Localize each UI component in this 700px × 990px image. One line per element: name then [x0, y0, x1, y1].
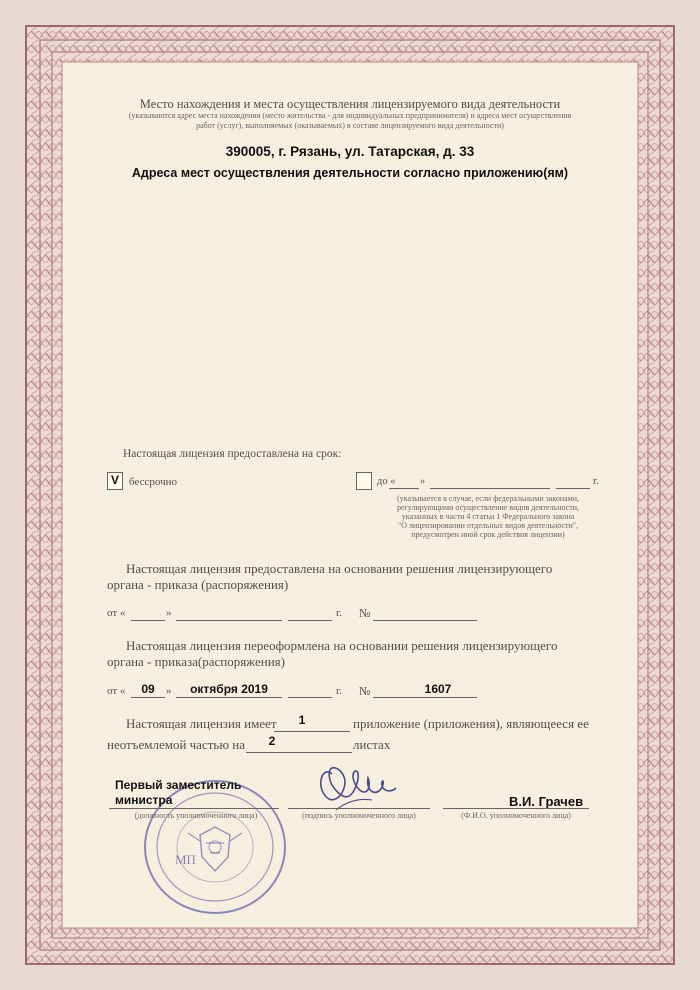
unlimited-checkbox: [107, 472, 123, 490]
reissue-day-line: [131, 697, 165, 698]
name-caption: (Ф.И.О. уполномоченного лица): [461, 811, 571, 820]
until-prefix: до «: [377, 476, 396, 487]
basis-number-line: [373, 620, 477, 621]
signature-caption: (подпись уполномоченного лица): [302, 811, 416, 820]
basis-from-prefix: от «: [107, 607, 126, 619]
basis-number-sign: №: [359, 606, 371, 620]
reissue-number-sign: №: [359, 684, 371, 698]
signer-name: В.И. Грачев: [509, 794, 584, 809]
stamp-mark: МП: [175, 852, 196, 867]
appendix-count-line: [274, 731, 350, 732]
appendix-count: 1: [298, 713, 306, 727]
until-quote-close: »: [420, 476, 426, 487]
reissue-year-line: [288, 697, 332, 698]
position-caption: (должность уполномоченного лица): [134, 811, 258, 820]
basis-year-line: [288, 620, 332, 621]
term-note-3: указанных в части 4 статьи 1 Федерального закона: [401, 512, 575, 521]
term-note-2: регулирующими осуществление видов деятельности,: [396, 503, 580, 512]
appendix-text-3: неотъемлемой частью на: [107, 737, 246, 752]
appendix-text-4: листах: [353, 737, 391, 752]
reissue-number-line: [373, 697, 477, 698]
term-note-4: "О лицензировании отдельных видов деятельности",: [397, 521, 579, 530]
basis-line-2: органа - приказа (распоряжения): [107, 577, 289, 592]
location-note-1: (указываются адрес места нахождения (место жительства - для индивидуальных предпринимателя) и адреса мест осуществления: [128, 111, 572, 120]
appendix-text-2: приложение (приложения), являющееся ее: [353, 716, 589, 731]
unlimited-label: бессрочно: [129, 476, 178, 488]
position-line: [109, 808, 279, 809]
reissue-number: 1607: [424, 682, 452, 696]
signer-position-line-1: Первый заместитель: [115, 778, 242, 792]
main-address: 390005, г. Рязань, ул. Татарская, д. 33: [225, 144, 475, 159]
activity-addresses-note: Адреса мест осуществления деятельности согласно приложению(ям): [131, 166, 569, 180]
basis-quote-close: »: [166, 607, 172, 619]
until-month-line: [430, 488, 550, 489]
reissue-month-year: октября 2019: [190, 682, 268, 696]
reissue-year-suffix: г.: [336, 685, 343, 697]
basis-month-line: [176, 620, 282, 621]
signature-line: [288, 808, 430, 809]
location-title: Место нахождения и места осуществления лицензируемого вида деятельности: [139, 97, 561, 111]
basis-year-suffix: г.: [336, 607, 343, 619]
until-year-line: [556, 488, 590, 489]
term-note-5: предусмотрен иной срок действия лицензии): [411, 530, 565, 539]
reissue-day: 09: [141, 682, 155, 696]
term-label: Настоящая лицензия предоставлена на срок:: [123, 448, 342, 460]
basis-line-1: Настоящая лицензия предоставлена на основании решения лицензирующего: [126, 561, 553, 576]
appendix-text-1: Настоящая лицензия имеет: [126, 716, 277, 731]
until-year-suffix: г.: [593, 476, 599, 487]
appendix-sheets-line: [246, 752, 352, 753]
reissue-quote-close: »: [166, 685, 172, 697]
reissue-line-2: органа - приказа(распоряжения): [107, 654, 285, 669]
basis-day-line: [131, 620, 165, 621]
limited-checkbox: [356, 472, 372, 490]
signer-position-line-2: министра: [115, 793, 173, 807]
appendix-sheets: 2: [268, 734, 276, 748]
check-mark: V: [111, 473, 120, 487]
name-line: [443, 808, 589, 809]
location-note-2: работ (услуг), выполняемых (оказываемых) в составе лицензируемого вида деятельности): [196, 121, 504, 130]
until-day-line: [389, 488, 419, 489]
reissue-line-1: Настоящая лицензия переоформлена на основании решения лицензирующего: [126, 638, 558, 653]
reissue-from-prefix: от «: [107, 685, 126, 697]
reissue-month-line: [176, 697, 282, 698]
term-note-1: (указывается в случае, если федеральными законами,: [396, 494, 579, 503]
